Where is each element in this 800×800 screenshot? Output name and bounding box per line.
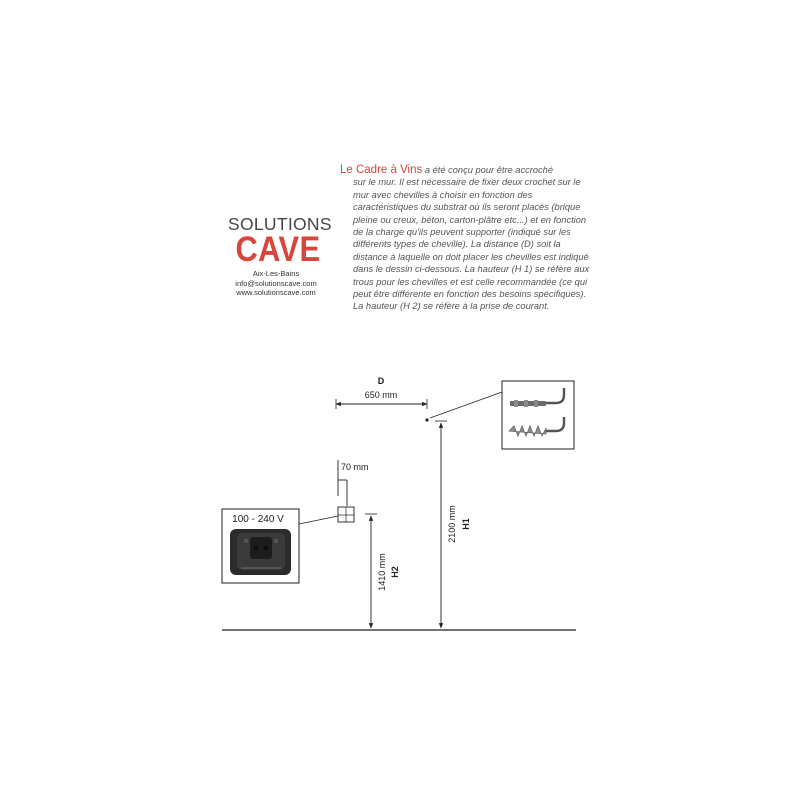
h2-label: H2 — [390, 566, 400, 578]
logo-line-2: CAVE — [235, 230, 321, 269]
h1-value: 2100 mm — [447, 505, 457, 543]
contact-city: Aix-Les-Bains — [252, 269, 300, 278]
intro-text-rest: sur le mur. Il est nécessaire de fixer deux crochet sur le mur avec chevilles à choisir en fonction des caractéristiques du substrat où ils seront placés (brique pleine ou creux, béton, carton-plâtre etc...) et en fonction de la charge qu'ils peuvent supporter (indiqué sur les différents types de cheville). La distance (D) soit la distance à laquelle on doit placer les chevilles est indiqué dans le dessin ci-dessous. La hauteur (H 1) se réfère aux trous pour les chevilles et est celle recommandée (ce qui peut être différente en fonction des besoins spécifiques). La hauteur (H 2) se réfère à la prise de courant. — [353, 177, 590, 312]
offset-value: 70 mm — [341, 462, 369, 472]
d-value: 650 mm — [364, 390, 398, 400]
hook-leader-line — [430, 392, 502, 418]
contact-website[interactable]: www.solutionscave.com — [236, 288, 316, 297]
contact-email[interactable]: info@solutionscave.com — [235, 279, 317, 288]
logo-line-1: SOLUTIONS — [228, 214, 332, 234]
d-label: D — [377, 376, 385, 386]
socket-symbol — [338, 507, 354, 522]
hook-point — [425, 418, 428, 421]
product-name: Le Cadre à Vins — [340, 164, 423, 176]
h1-label: H1 — [461, 518, 471, 530]
h2-value: 1410 mm — [377, 553, 387, 591]
socket-leader-line — [299, 516, 338, 524]
intro-text-first: a été conçu pour être accroché — [422, 165, 554, 175]
anchor-hooks-image — [502, 381, 574, 449]
voltage-label: 100 - 240 V — [232, 514, 284, 525]
